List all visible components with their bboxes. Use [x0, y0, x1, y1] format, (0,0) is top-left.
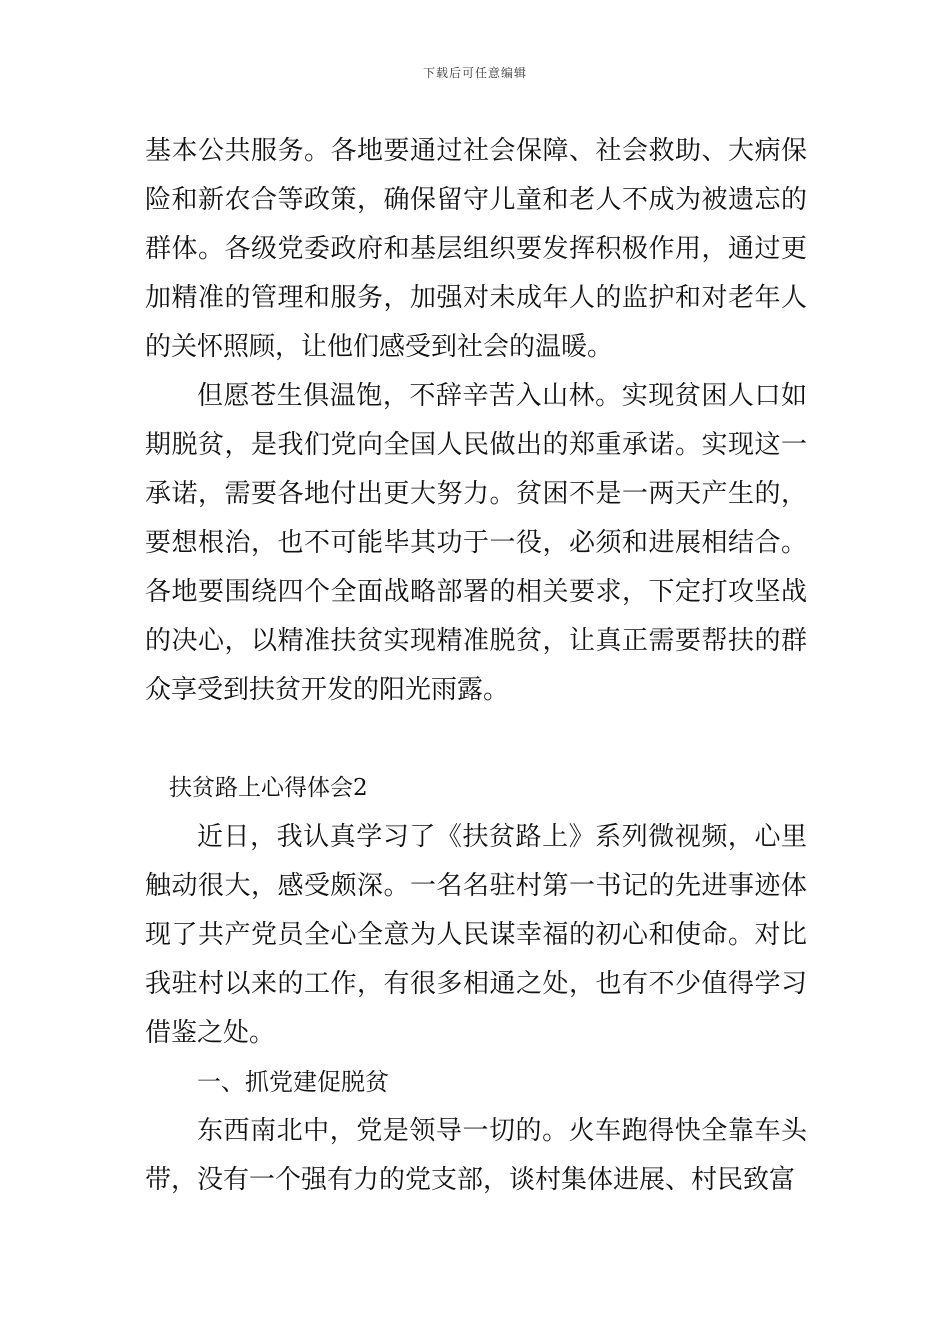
paragraph-4: 东西南北中，党是领导一切的。火车跑得快全靠车头带，没有一个强有力的党支部，谈村集体进展、村民致富: [145, 1116, 807, 1195]
blank-line: [145, 715, 807, 764]
paragraph-2: 但愿苍生俱温饱，不辞辛苦入山林。实现贫困人口如期脱贫，是我们党向全国人民做出的郑重承诺。实现这一承诺，需要各地付出更大努力。贫困不是一两天产生的，要想根治，也不可能毕其功于一役，必须和进展相结合。各地要围绕四个全面战略部署的相关要求，下定打攻坚战的决心，以精准扶贫实现精准脱贫，让真正需要帮扶的群众享受到扶贫开发的阳光雨露。: [145, 381, 807, 705]
paragraph-1: 基本公共服务。各地要通过社会保障、社会救助、大病保险和新农合等政策，确保留守儿童和老人不成为被遗忘的群体。各级党委政府和基层组织要发挥积极作用，通过更加精准的管理和服务，加强对未成年人的监护和对老年人的关怀照顾，让他们感受到社会的温暖。: [145, 136, 807, 362]
subsection-heading: 一、抓党建促脱贫: [197, 1068, 389, 1096]
paragraph-3: 近日，我认真学习了《扶贫路上》系列微视频，心里触动很大，感受颇深。一名名驻村第一书记的先进事迹体现了共产党员全心全意为人民谋幸福的初心和使命。对比我驻村以来的工作，有很多相通之处，也有不少值得学习借鉴之处。: [145, 822, 807, 1048]
section-title: 扶贫路上心得体会2: [169, 775, 368, 801]
document-body: [145, 127, 807, 1205]
page-header: 下载后可任意编辑: [422, 66, 527, 80]
